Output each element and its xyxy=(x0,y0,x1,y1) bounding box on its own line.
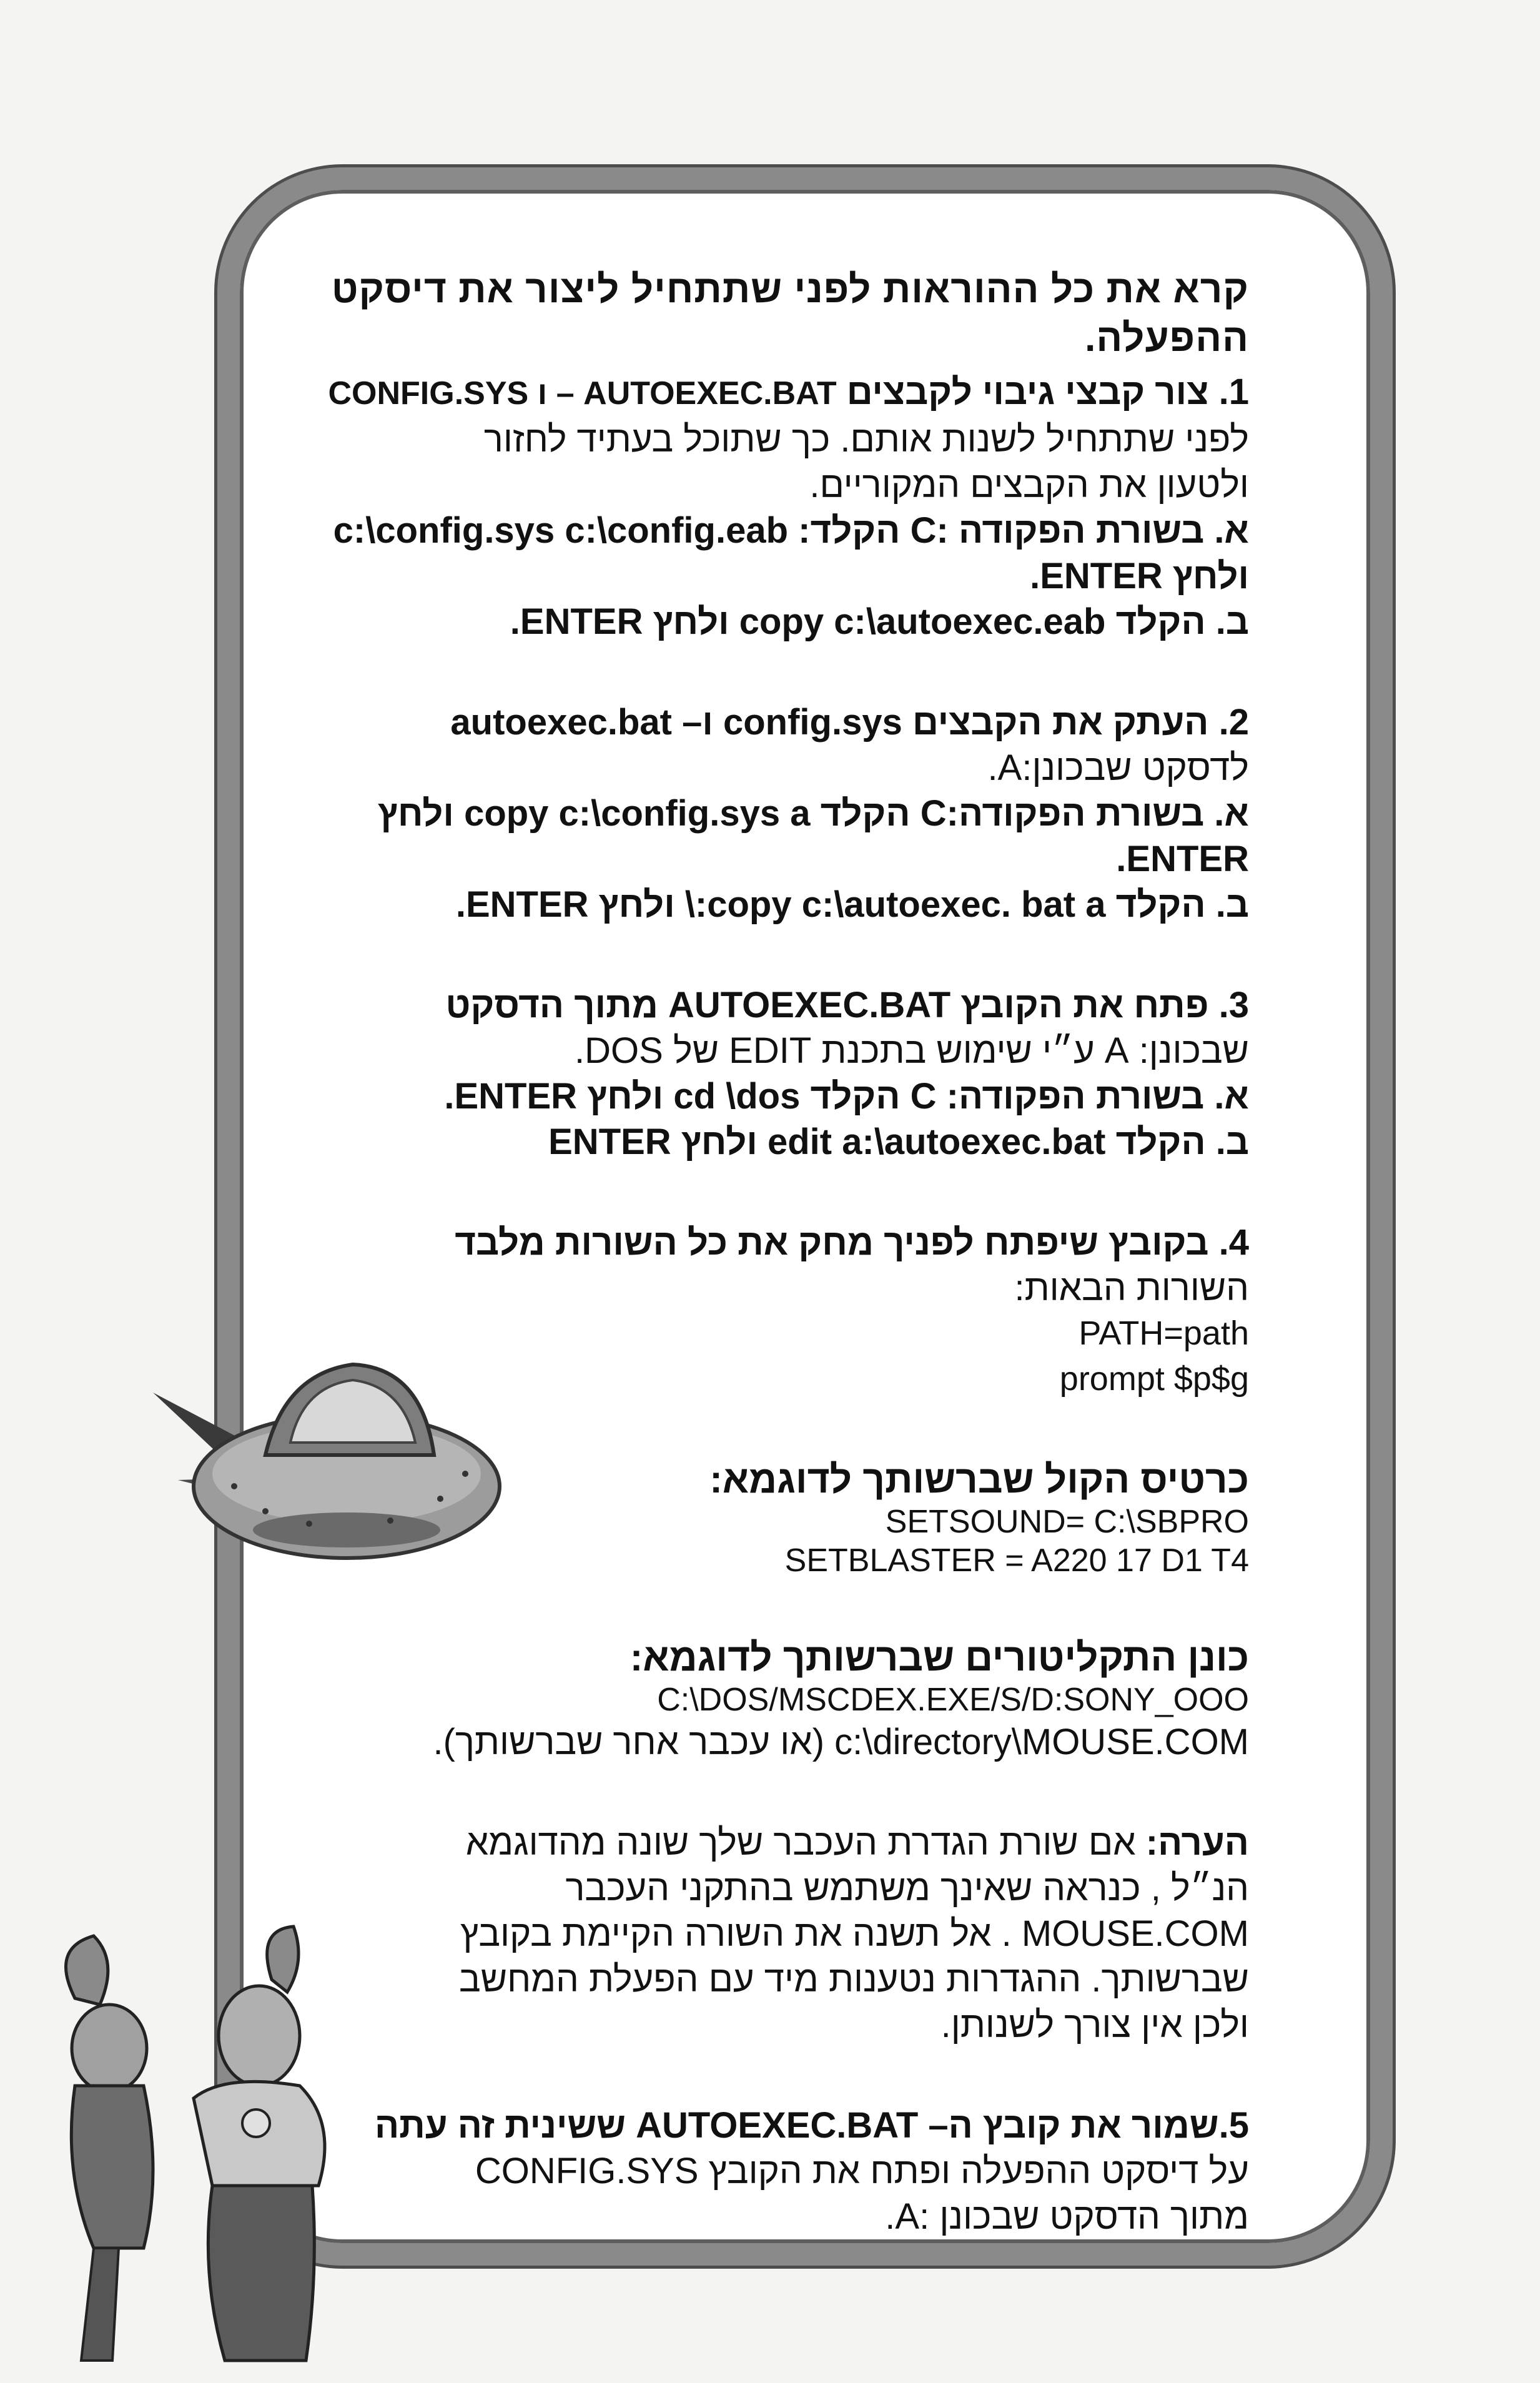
sound-card-heading: כרטיס הקול שברשותך לדוגמא: xyxy=(709,1458,1249,1501)
step2-b-line: ב. הקלד copy c:\autoexec. bat a:\ ולחץ ENTER. xyxy=(455,884,1249,925)
step2-line1: 2. העתק את הקבצים config.sys ו– autoexec.bat xyxy=(450,702,1249,743)
step-2 xyxy=(312,699,1249,927)
step1-line2: לפני שתתחיל לשנות אותם. כך שתוכל בעתיד לחזור xyxy=(483,419,1249,460)
sound-card-code2: SETBLASTER = A220 17 D1 T4 xyxy=(784,1542,1249,1579)
step-5 xyxy=(312,2103,1249,2239)
sound-card-code1: SETSOUND= C:\SBPRO xyxy=(885,1504,1249,1540)
note-line5: ולכן אין צורך לשנותן. xyxy=(940,2005,1249,2045)
step1-a-line1: א. בשורת הפקודה :C הקלד: c:\config.sys c:\config.eab xyxy=(333,510,1249,551)
step-3 xyxy=(312,982,1249,1165)
cartoon-characters-illustration xyxy=(25,1923,350,2383)
step-4 xyxy=(312,1220,1249,1402)
note-line1 xyxy=(312,1820,1249,1865)
step5-line3: מתוך הדסקט שבכונן :A. xyxy=(885,2196,1249,2237)
step1-a-line2: ולחץ ENTER. xyxy=(1030,556,1249,596)
cdrom-mouse-line: c:\directory\MOUSE.COM (או עכבר אחר שברשותך). xyxy=(433,1722,1249,1762)
step1-line3: ולטעון את הקבצים המקוריים. xyxy=(809,465,1249,505)
step4-code-prompt: prompt $p$g xyxy=(1059,1360,1249,1398)
step4-line1: 4. בקובץ שיפתח לפניך מחק את כל השורות מלבד xyxy=(455,1222,1249,1263)
note-line1-text: אם שורת הגדרת העכבר שלך שונה מהדוגמא xyxy=(465,1822,1136,1863)
step2-line2: לדסקט שבכונן:A. xyxy=(987,747,1249,788)
step3-b-line: ב. הקלד edit a:\autoexec.bat ולחץ ENTER xyxy=(548,1122,1249,1162)
note-label: הערה: xyxy=(1145,1822,1249,1863)
step1-line1-files: AUTOEXEC.BAT – ו CONFIG.SYS xyxy=(328,375,837,412)
intro-section xyxy=(312,265,1249,363)
step4-line2: השורות הבאות: xyxy=(1014,1268,1249,1308)
step2-a-line2: ENTER. xyxy=(1116,839,1249,879)
step2-a-line1: א. בשורת הפקודה:C הקלד copy c:\config.sys a ולחץ xyxy=(377,793,1249,834)
instructions-content xyxy=(312,265,1249,2294)
note-line4: שברשותך. ההגדרות נטענות מיד עם הפעלת המחשב xyxy=(459,1959,1249,2000)
step1-line1 xyxy=(312,369,1249,417)
step4-code-path: PATH=path xyxy=(1078,1315,1249,1352)
step1-b-line: ב. הקלד copy c:\autoexec.eab ולחץ ENTER. xyxy=(510,601,1249,642)
cdrom-heading: כונן התקליטורים שברשותך לדוגמא: xyxy=(629,1636,1249,1679)
sound-card-section xyxy=(312,1457,1249,1580)
intro-headline: קרא את כל ההוראות לפני שתתחיל ליצור את דיסקט ההפעלה. xyxy=(331,268,1249,360)
note-section xyxy=(312,1820,1249,2048)
note-line2: הנ״ל , כנראה שאינך משתמש בהתקני העכבר xyxy=(565,1868,1249,1908)
step3-line2: שבכונן: A ע״י שימוש בתכנת EDIT של DOS. xyxy=(575,1030,1249,1071)
cdrom-code1: C:\DOS/MSCDEX.EXE/S/D:SONY_OOO xyxy=(657,1682,1249,1718)
note-line3: MOUSE.COM . אל תשנה את השורה הקיימת בקובץ xyxy=(460,1913,1249,1954)
step3-line1: 3. פתח את הקובץ AUTOEXEC.BAT מתוך הדסקט xyxy=(445,985,1249,1025)
step5-line1: 5.שמור את קובץ ה– AUTOEXEC.BAT ששינית זה עתה xyxy=(374,2105,1249,2146)
cdrom-section xyxy=(312,1635,1249,1765)
step3-a-line: א. בשורת הפקודה: C הקלד cd \dos ולחץ ENTER. xyxy=(444,1076,1249,1117)
step1-line1-text: 1. צור קבצי גיבוי לקבצים xyxy=(846,372,1249,412)
step-1 xyxy=(312,369,1249,644)
step5-line2: על דיסקט ההפעלה ופתח את הקובץ CONFIG.SYS xyxy=(475,2151,1249,2191)
